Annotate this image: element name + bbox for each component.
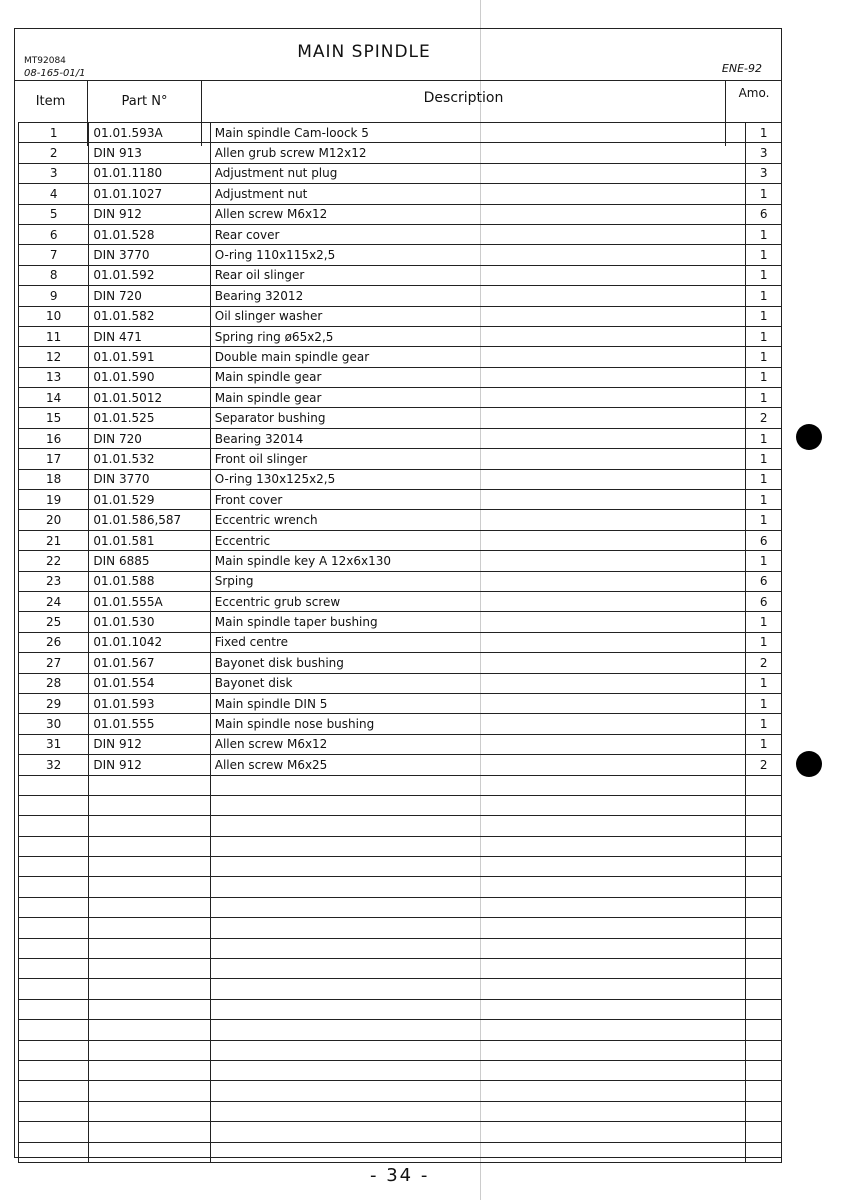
part-number-cell: DIN 3770 (89, 469, 210, 489)
empty-table-row (19, 1040, 782, 1060)
part-number-cell: 01.01.532 (89, 449, 210, 469)
empty-cell (19, 1122, 89, 1142)
empty-cell (746, 1040, 782, 1060)
amount-cell: 1 (746, 367, 782, 387)
document-code: MT92084 (24, 56, 66, 66)
empty-cell (19, 877, 89, 897)
item-cell: 30 (19, 714, 89, 734)
amount-cell: 1 (746, 510, 782, 530)
empty-table-row (19, 816, 782, 836)
empty-cell (746, 795, 782, 815)
description-cell: Adjustment nut plug (210, 163, 746, 183)
item-cell: 8 (19, 265, 89, 285)
item-cell: 20 (19, 510, 89, 530)
empty-table-row (19, 1060, 782, 1080)
item-cell: 19 (19, 490, 89, 510)
punch-hole-bottom (796, 751, 822, 777)
amount-cell: 1 (746, 306, 782, 326)
empty-cell (746, 999, 782, 1019)
part-number-cell: 01.01.593 (89, 693, 210, 713)
amount-cell: 1 (746, 286, 782, 306)
part-number-cell: 01.01.567 (89, 653, 210, 673)
table-row (19, 367, 782, 387)
empty-table-row (19, 918, 782, 938)
description-cell: Main spindle gear (210, 367, 746, 387)
empty-table-row (19, 1122, 782, 1142)
item-cell: 2 (19, 143, 89, 163)
empty-cell (19, 897, 89, 917)
empty-cell (89, 918, 210, 938)
description-cell: O-ring 110x115x2,5 (210, 245, 746, 265)
part-number-cell: 01.01.586,587 (89, 510, 210, 530)
empty-cell (19, 775, 89, 795)
description-cell: Rear oil slinger (210, 265, 746, 285)
empty-cell (210, 1060, 746, 1080)
empty-cell (746, 938, 782, 958)
column-header-part: Part N° (88, 80, 202, 146)
table-row (19, 286, 782, 306)
description-cell: Allen screw M6x12 (210, 204, 746, 224)
part-number-cell: 01.01.592 (89, 265, 210, 285)
item-cell: 9 (19, 286, 89, 306)
description-cell: Main spindle DIN 5 (210, 693, 746, 713)
amount-cell: 1 (746, 612, 782, 632)
item-cell: 23 (19, 571, 89, 591)
empty-cell (19, 836, 89, 856)
empty-cell (210, 775, 746, 795)
empty-cell (746, 877, 782, 897)
description-cell: Oil slinger washer (210, 306, 746, 326)
empty-cell (19, 979, 89, 999)
item-cell: 22 (19, 551, 89, 571)
item-cell: 11 (19, 326, 89, 346)
description-cell: Eccentric grub screw (210, 591, 746, 611)
part-number-cell: 01.01.529 (89, 490, 210, 510)
item-cell: 16 (19, 428, 89, 448)
empty-cell (210, 816, 746, 836)
amount-cell: 3 (746, 143, 782, 163)
document-date: ENE-92 (721, 62, 762, 75)
item-cell: 4 (19, 184, 89, 204)
empty-cell (19, 857, 89, 877)
amount-cell: 1 (746, 265, 782, 285)
empty-table-row (19, 775, 782, 795)
empty-cell (19, 1142, 89, 1162)
empty-cell (19, 1040, 89, 1060)
empty-cell (746, 1060, 782, 1080)
empty-cell (210, 979, 746, 999)
description-cell: Rear cover (210, 224, 746, 244)
part-number-cell: DIN 471 (89, 326, 210, 346)
item-cell: 1 (19, 123, 89, 143)
description-cell: Bayonet disk (210, 673, 746, 693)
item-cell: 18 (19, 469, 89, 489)
empty-cell (19, 959, 89, 979)
table-row (19, 693, 782, 713)
empty-cell (210, 795, 746, 815)
description-cell: Bearing 32014 (210, 428, 746, 448)
part-number-cell: 01.01.582 (89, 306, 210, 326)
empty-cell (89, 897, 210, 917)
empty-cell (89, 816, 210, 836)
amount-cell: 6 (746, 591, 782, 611)
empty-cell (746, 1122, 782, 1142)
column-header-item: Item (14, 80, 88, 146)
item-cell: 32 (19, 755, 89, 775)
amount-cell: 1 (746, 428, 782, 448)
empty-table-row (19, 836, 782, 856)
empty-cell (19, 816, 89, 836)
item-cell: 12 (19, 347, 89, 367)
item-cell: 14 (19, 388, 89, 408)
table-row (19, 184, 782, 204)
description-cell: Main spindle taper bushing (210, 612, 746, 632)
part-number-cell: 01.01.555 (89, 714, 210, 734)
table-row (19, 632, 782, 652)
table-row (19, 306, 782, 326)
empty-cell (746, 816, 782, 836)
item-cell: 26 (19, 632, 89, 652)
part-number-cell: 01.01.590 (89, 367, 210, 387)
table-row (19, 245, 782, 265)
amount-cell: 2 (746, 408, 782, 428)
empty-cell (746, 1142, 782, 1162)
empty-cell (89, 877, 210, 897)
part-number-cell: DIN 6885 (89, 551, 210, 571)
amount-cell: 1 (746, 224, 782, 244)
table-row (19, 204, 782, 224)
empty-table-row (19, 1101, 782, 1121)
description-cell: Fixed centre (210, 632, 746, 652)
table-row (19, 224, 782, 244)
amount-cell: 1 (746, 184, 782, 204)
empty-cell (89, 999, 210, 1019)
part-number-cell: DIN 912 (89, 204, 210, 224)
part-number-cell: 01.01.555A (89, 591, 210, 611)
empty-cell (89, 1040, 210, 1060)
empty-cell (210, 938, 746, 958)
amount-cell: 2 (746, 755, 782, 775)
description-cell: Allen grub screw M12x12 (210, 143, 746, 163)
description-cell: Adjustment nut (210, 184, 746, 204)
table-row (19, 449, 782, 469)
empty-cell (210, 877, 746, 897)
amount-cell: 3 (746, 163, 782, 183)
table-row (19, 734, 782, 754)
empty-cell (210, 1101, 746, 1121)
amount-cell: 1 (746, 347, 782, 367)
amount-cell: 6 (746, 571, 782, 591)
description-cell: Separator bushing (210, 408, 746, 428)
empty-cell (746, 1101, 782, 1121)
item-cell: 24 (19, 591, 89, 611)
empty-cell (19, 1020, 89, 1040)
part-number-cell: 01.01.528 (89, 224, 210, 244)
empty-cell (19, 1101, 89, 1121)
item-cell: 21 (19, 530, 89, 550)
item-cell: 28 (19, 673, 89, 693)
part-number-cell: DIN 3770 (89, 245, 210, 265)
table-row (19, 490, 782, 510)
item-cell: 7 (19, 245, 89, 265)
empty-cell (89, 959, 210, 979)
empty-cell (210, 1142, 746, 1162)
table-row (19, 653, 782, 673)
table-row (19, 143, 782, 163)
description-cell: Main spindle key A 12x6x130 (210, 551, 746, 571)
description-cell: O-ring 130x125x2,5 (210, 469, 746, 489)
amount-cell: 1 (746, 551, 782, 571)
table-row (19, 163, 782, 183)
empty-table-row (19, 1020, 782, 1040)
empty-cell (746, 1020, 782, 1040)
empty-table-row (19, 1081, 782, 1101)
page-title: MAIN SPINDLE (297, 42, 431, 62)
column-header-description: Description (202, 80, 726, 146)
table-row (19, 408, 782, 428)
empty-cell (746, 775, 782, 795)
description-cell: Bayonet disk bushing (210, 653, 746, 673)
empty-cell (210, 918, 746, 938)
table-row (19, 673, 782, 693)
empty-cell (19, 1060, 89, 1080)
amount-cell: 1 (746, 490, 782, 510)
empty-table-row (19, 897, 782, 917)
description-cell: Front cover (210, 490, 746, 510)
amount-cell: 6 (746, 530, 782, 550)
table-row (19, 551, 782, 571)
part-number-cell: DIN 912 (89, 755, 210, 775)
parts-list-sheet (14, 28, 784, 1158)
item-cell: 13 (19, 367, 89, 387)
part-number-cell: 01.01.588 (89, 571, 210, 591)
table-row (19, 612, 782, 632)
amount-cell: 1 (746, 449, 782, 469)
table-row (19, 428, 782, 448)
empty-cell (210, 1122, 746, 1142)
empty-table-row (19, 979, 782, 999)
parts-table (18, 122, 782, 1163)
part-number-cell: DIN 912 (89, 734, 210, 754)
part-number-cell: 01.01.1042 (89, 632, 210, 652)
empty-cell (89, 775, 210, 795)
description-cell: Bearing 32012 (210, 286, 746, 306)
empty-cell (746, 897, 782, 917)
empty-cell (89, 836, 210, 856)
empty-cell (19, 795, 89, 815)
empty-table-row (19, 938, 782, 958)
empty-cell (89, 1122, 210, 1142)
empty-cell (746, 1081, 782, 1101)
item-cell: 17 (19, 449, 89, 469)
part-number-cell: DIN 913 (89, 143, 210, 163)
item-cell: 25 (19, 612, 89, 632)
amount-cell: 1 (746, 693, 782, 713)
part-number-cell: 01.01.1027 (89, 184, 210, 204)
amount-cell: 1 (746, 632, 782, 652)
empty-cell (19, 1081, 89, 1101)
empty-cell (89, 795, 210, 815)
item-cell: 10 (19, 306, 89, 326)
empty-cell (89, 1081, 210, 1101)
amount-cell: 1 (746, 123, 782, 143)
empty-cell (89, 857, 210, 877)
part-number-cell: DIN 720 (89, 428, 210, 448)
table-row (19, 123, 782, 143)
item-cell: 5 (19, 204, 89, 224)
empty-cell (746, 979, 782, 999)
table-row (19, 591, 782, 611)
table-row (19, 510, 782, 530)
item-cell: 29 (19, 693, 89, 713)
empty-cell (746, 918, 782, 938)
empty-cell (210, 897, 746, 917)
empty-table-row (19, 999, 782, 1019)
empty-cell (210, 1040, 746, 1060)
part-number-cell: 01.01.581 (89, 530, 210, 550)
table-row (19, 755, 782, 775)
table-row (19, 530, 782, 550)
punch-hole-top (796, 424, 822, 450)
empty-cell (746, 959, 782, 979)
empty-cell (210, 999, 746, 1019)
description-cell: Srping (210, 571, 746, 591)
amount-cell: 6 (746, 204, 782, 224)
empty-cell (89, 938, 210, 958)
empty-cell (19, 999, 89, 1019)
amount-cell: 1 (746, 469, 782, 489)
item-cell: 3 (19, 163, 89, 183)
document-ref: 08-165-01/1 (24, 68, 86, 79)
table-row (19, 265, 782, 285)
item-cell: 27 (19, 653, 89, 673)
description-cell: Eccentric (210, 530, 746, 550)
amount-cell: 2 (746, 653, 782, 673)
column-header-amount: Amo. (738, 86, 770, 100)
item-cell: 15 (19, 408, 89, 428)
empty-table-row (19, 857, 782, 877)
amount-cell: 1 (746, 673, 782, 693)
amount-cell: 1 (746, 326, 782, 346)
amount-cell: 1 (746, 245, 782, 265)
description-cell: Spring ring ø65x2,5 (210, 326, 746, 346)
empty-cell (89, 1060, 210, 1080)
amount-cell: 1 (746, 388, 782, 408)
empty-table-row (19, 795, 782, 815)
empty-cell (746, 836, 782, 856)
part-number-cell: DIN 720 (89, 286, 210, 306)
empty-cell (89, 979, 210, 999)
table-row (19, 388, 782, 408)
description-cell: Main spindle Cam-loock 5 (210, 123, 746, 143)
empty-cell (19, 918, 89, 938)
table-row (19, 326, 782, 346)
description-cell: Allen screw M6x12 (210, 734, 746, 754)
description-cell: Main spindle nose bushing (210, 714, 746, 734)
table-row (19, 347, 782, 367)
amount-cell: 1 (746, 734, 782, 754)
description-cell: Main spindle gear (210, 388, 746, 408)
empty-cell (19, 938, 89, 958)
page-number: - 34 - (370, 1165, 430, 1186)
part-number-cell: 01.01.554 (89, 673, 210, 693)
empty-cell (210, 836, 746, 856)
empty-cell (89, 1101, 210, 1121)
description-cell: Allen screw M6x25 (210, 755, 746, 775)
empty-cell (746, 857, 782, 877)
empty-table-row (19, 1142, 782, 1162)
table-row (19, 714, 782, 734)
part-number-cell: 01.01.593A (89, 123, 210, 143)
table-row (19, 469, 782, 489)
empty-cell (210, 1020, 746, 1040)
table-row (19, 571, 782, 591)
part-number-cell: 01.01.591 (89, 347, 210, 367)
empty-cell (89, 1020, 210, 1040)
description-cell: Double main spindle gear (210, 347, 746, 367)
part-number-cell: 01.01.525 (89, 408, 210, 428)
empty-cell (210, 857, 746, 877)
empty-table-row (19, 877, 782, 897)
amount-cell: 1 (746, 714, 782, 734)
part-number-cell: 01.01.530 (89, 612, 210, 632)
description-cell: Eccentric wrench (210, 510, 746, 530)
item-cell: 31 (19, 734, 89, 754)
part-number-cell: 01.01.5012 (89, 388, 210, 408)
empty-cell (210, 1081, 746, 1101)
empty-cell (89, 1142, 210, 1162)
item-cell: 6 (19, 224, 89, 244)
part-number-cell: 01.01.1180 (89, 163, 210, 183)
description-cell: Front oil slinger (210, 449, 746, 469)
empty-table-row (19, 959, 782, 979)
empty-cell (210, 959, 746, 979)
